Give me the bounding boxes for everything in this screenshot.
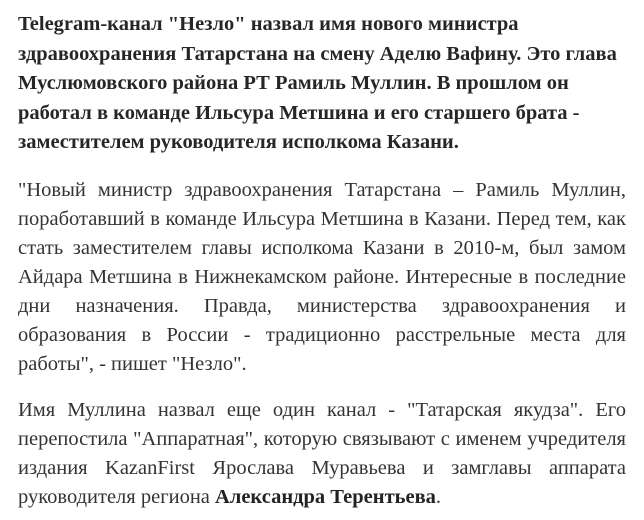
article-lead: Telegram-канал "Незло" назвал имя нового министра здравоохранения Татарстана на смену Аделю Вафину. Это глава Муслюмовского района РТ Рамиль Муллин. В прошлом он работал в команде Ильсура Метшина и его старшего брата - заместителем руководителя исполкома Казани. [18,13,617,153]
quote-paragraph: "Новый министр здравоохранения Татарстана – Рамиль Муллин, поработавший в команде Ильсура Метшина в Казани. Перед тем, как стать заместителем главы исполкома Казани в 2010-м, был замом Айдара Метшина в Нижнекамском районе. Интересные в последние дни назначения. Правда, министерства здравоохранения и образования в России - традиционно расстрельные места для работы", - пишет "Незло". [18,178,626,375]
closing-period: . [435,485,442,508]
person-name-bold: Александра Терентьева [215,485,436,508]
closing-paragraph [18,396,626,512]
closing-text: Имя Муллина назвал еще один канал - "Татарская якудза". Его перепостила "Аппаратная", которую связывают с именем учредителя издания KazanFirst Ярослава Муравьева и замглавы аппарата руководителя региона [18,398,626,508]
